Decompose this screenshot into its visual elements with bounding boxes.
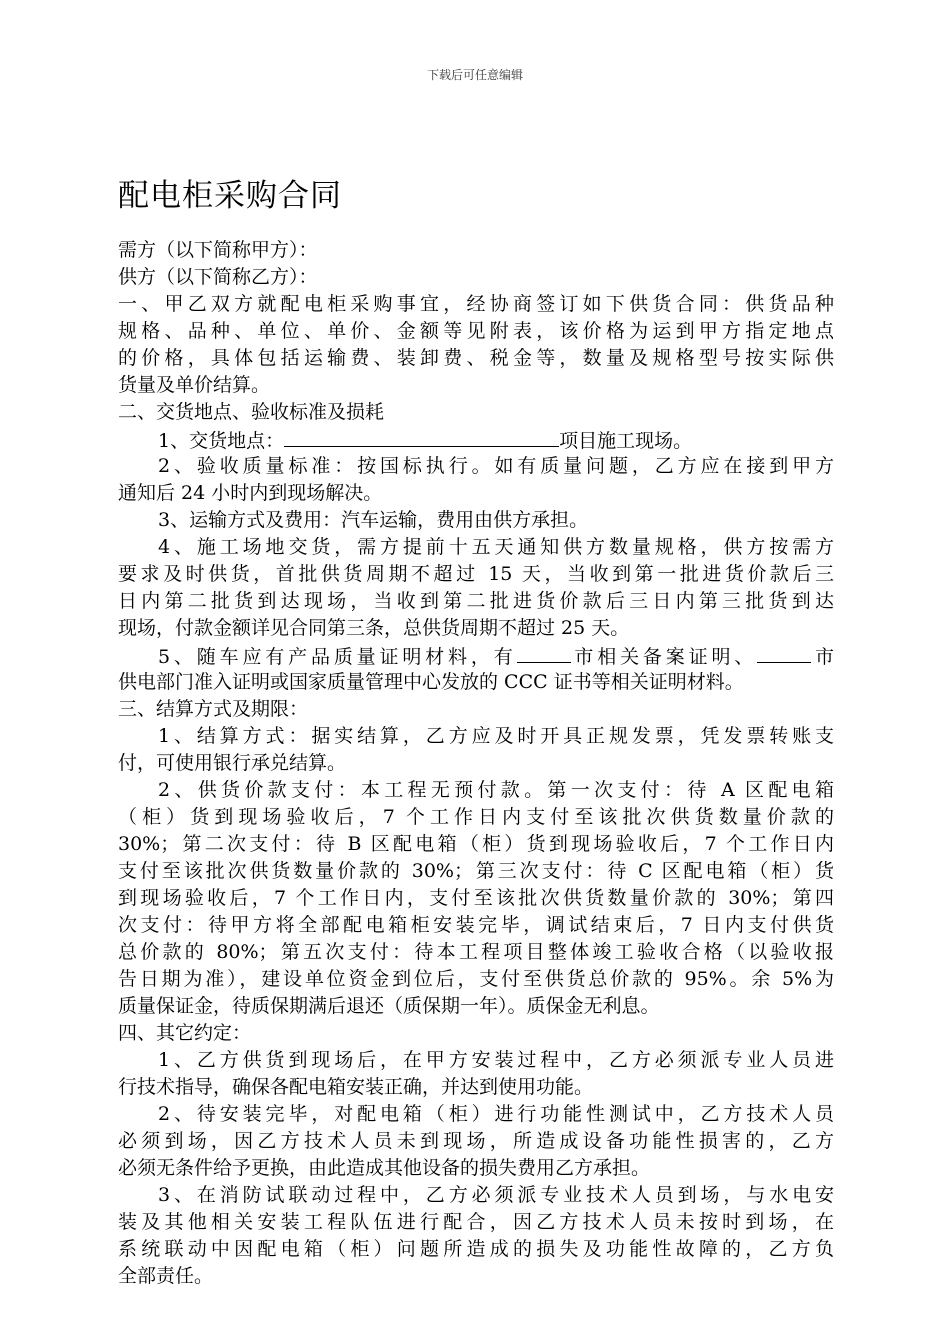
certificate-text-b: 市相关备案证明、 [570, 646, 758, 668]
payment-line-1: 2、供货价款支付：本工程无预付款。第一次支付：待 A 区配电箱 [158, 779, 834, 801]
settlement-line-2: 付，可使用银行承兑结算。 [118, 752, 347, 774]
other-3-line-3: 系统联动中因配电箱（柜）问题所造成的损失及功能性故障的，乙方负 [118, 1238, 834, 1260]
payment-line-4: 支付至该批次供货数量价款的 30%；第三次支付：待 C 区配电箱（柜）货 [118, 860, 834, 882]
other-2-line-3: 必须无条件给予更换，由此造成其他设备的损失费用乙方承担。 [118, 1157, 651, 1179]
document-title: 配电柜采购合同 [118, 178, 342, 214]
page-header-note: 下载后可任意编辑 [426, 68, 523, 82]
transport-line: 3、运输方式及费用：汽车运输，费用由供方承担。 [158, 509, 589, 531]
certificate-text-c: 市 [811, 646, 834, 668]
party-a-line: 需方（以下简称甲方）： [118, 239, 318, 261]
certificate-line-2: 供电部门准入证明或国家质量管理中心发放的 CCC 证书等相关证明材料。 [118, 671, 744, 693]
party-b-line: 供方（以下简称乙方）： [118, 266, 318, 288]
certificate-line-1 [118, 642, 834, 669]
other-1-line-2: 行技术指导，确保各配电箱安装正确，并达到使用功能。 [118, 1076, 594, 1098]
city-blank-1 [517, 642, 571, 663]
payment-line-2: （柜）货到现场验收后，7 个工作日内支付至该批次供货数量价款的 [118, 806, 834, 828]
other-3-line-2: 装及其他相关安装工程队伍进行配合，因乙方技术人员未按时到场，在 [118, 1211, 834, 1233]
other-1-line-1: 1、乙方供货到现场后，在甲方安装过程中，乙方必须派专业人员进 [158, 1049, 834, 1071]
contract-body [118, 237, 834, 1290]
payment-line-6: 次支付：待甲方将全部配电箱柜安装完毕，调试结束后，7 日内支付供货 [118, 914, 834, 936]
quality-standard-line-2: 通知后 24 小时内到现场解决。 [118, 482, 383, 504]
payment-line-8: 告日期为准），建设单位资金到位后，支付至供货总价款的 95%。余 5%为 [118, 968, 834, 990]
delivery-location-blank [284, 426, 559, 447]
other-3-line-1: 3、在消防试联动过程中，乙方必须派专业技术人员到场，与水电安 [158, 1184, 834, 1206]
payment-line-3: 30%；第二次支付：待 B 区配电箱（柜）货到现场验收后，7 个工作日内 [118, 833, 834, 855]
settlement-line-1: 1、结算方式：据实结算，乙方应及时开具正规发票，凭发票转账支 [158, 725, 834, 747]
clause-1-line-4: 货量及单价结算。 [118, 374, 271, 396]
other-2-line-1: 2、待安装完毕，对配电箱（柜）进行功能性测试中，乙方技术人员 [158, 1103, 834, 1125]
city-blank-2 [757, 642, 811, 663]
payment-line-9: 质量保证金，待质保期满后退还（质保期一年）。质保金无利息。 [118, 995, 660, 1017]
payment-line-5: 到现场验收后，7 个工作日内，支付至该批次供货数量价款的 30%；第四 [118, 887, 834, 909]
delivery-location-label: 1、交货地点： [158, 430, 285, 452]
site-delivery-line-1: 4、施工场地交货，需方提前十五天通知供方数量规格，供方按需方 [158, 536, 834, 558]
clause-1-line-2: 规格、品种、单位、单价、金额等见附表，该价格为运到甲方指定地点 [118, 320, 834, 342]
clause-1-line-1: 一、甲乙双方就配电柜采购事宜，经协商签订如下供货合同：供货品种 [118, 293, 834, 315]
site-delivery-line-4: 现场，付款金额详见合同第三条，总供货周期不超过 25 天。 [118, 617, 630, 639]
section-2-heading: 二、交货地点、验收标准及损耗 [118, 401, 385, 423]
payment-line-7: 总价款的 80%；第五次支付：待本工程项目整体竣工验收合格（以验收报 [118, 941, 834, 963]
certificate-text-a: 5、随车应有产品质量证明材料，有 [158, 646, 517, 668]
section-3-heading: 三、结算方式及期限： [118, 698, 309, 720]
other-3-line-4: 全部责任。 [118, 1265, 214, 1287]
delivery-location-line [118, 426, 834, 453]
delivery-location-suffix: 项目施工现场。 [559, 430, 693, 452]
quality-standard-line-1: 2、验收质量标准：按国标执行。如有质量问题，乙方应在接到甲方 [158, 455, 834, 477]
clause-1-line-3: 的价格，具体包括运输费、装卸费、税金等，数量及规格型号按实际供 [118, 347, 834, 369]
section-4-heading: 四、其它约定： [118, 1022, 252, 1044]
site-delivery-line-2: 要求及时供货，首批供货周期不超过 15 天，当收到第一批进货价款后三 [118, 563, 834, 585]
other-2-line-2: 必须到场，因乙方技术人员未到现场，所造成设备功能性损害的，乙方 [118, 1130, 834, 1152]
site-delivery-line-3: 日内第二批货到达现场，当收到第二批进货价款后三日内第三批货到达 [118, 590, 834, 612]
